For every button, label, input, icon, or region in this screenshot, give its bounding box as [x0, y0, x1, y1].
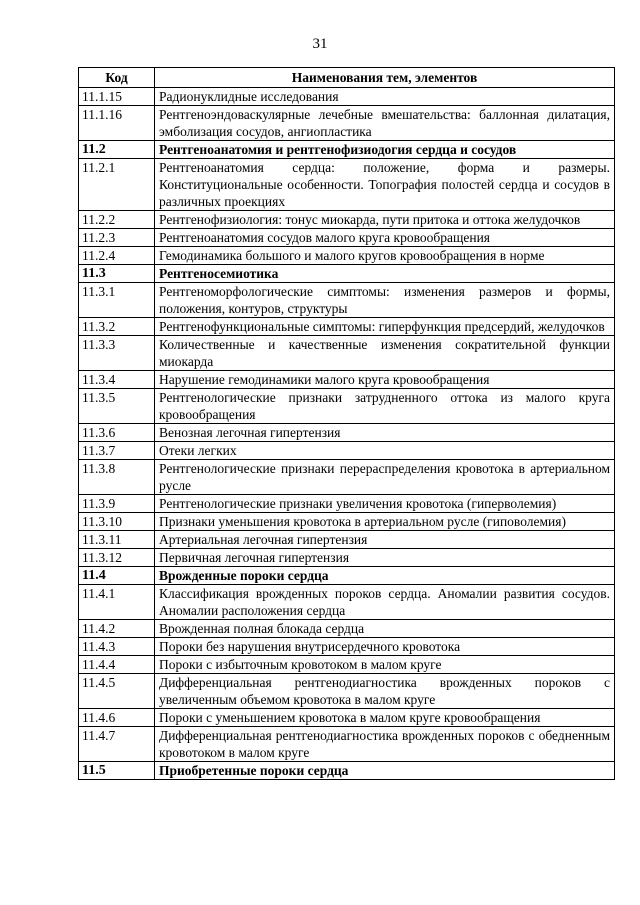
row-code: 11.2.4	[79, 247, 155, 265]
table-row	[79, 674, 615, 709]
row-name: Рентгеноанатомия сосудов малого круга кровообращения	[155, 229, 615, 247]
table-row	[79, 727, 615, 762]
row-name: Приобретенные пороки сердца	[155, 762, 615, 780]
row-name: Радионуклидные исследования	[155, 88, 615, 106]
section-row	[79, 265, 615, 283]
topics-table	[78, 67, 615, 780]
table-row	[79, 211, 615, 229]
row-name: Рентгеноанатомия и рентгенофизиодогия сердца и сосудов	[155, 141, 615, 159]
row-name: Рентгенологические признаки затрудненного оттока из малого круга кровообращения	[155, 389, 615, 424]
row-code: 11.1.15	[79, 88, 155, 106]
row-name: Нарушение гемодинамики малого круга кровообращения	[155, 371, 615, 389]
section-row	[79, 141, 615, 159]
row-name: Дифференциальная рентгенодиагностика врожденных пороков с увеличенным объемом кровотока в малом круге	[155, 674, 615, 709]
table-row	[79, 229, 615, 247]
row-code: 11.3.2	[79, 318, 155, 336]
table-header-row	[79, 68, 615, 88]
section-row	[79, 567, 615, 585]
row-name: Гемодинамика большого и малого кругов кровообращения в норме	[155, 247, 615, 265]
table-row	[79, 531, 615, 549]
row-code: 11.3.12	[79, 549, 155, 567]
row-name: Рентгенофизиология: тонус миокарда, пути притока и оттока желудочков	[155, 211, 615, 229]
row-name: Рентгенологические признаки перераспределения кровотока в артериальном русле	[155, 460, 615, 495]
row-code: 11.4	[79, 567, 155, 585]
row-code: 11.4.6	[79, 709, 155, 727]
row-code: 11.2	[79, 141, 155, 159]
row-name: Рентгеноморфологические симптомы: изменения размеров и формы, положения, контуров, структуры	[155, 283, 615, 318]
row-code: 11.3.11	[79, 531, 155, 549]
row-name: Врожденная полная блокада сердца	[155, 620, 615, 638]
row-code: 11.3.8	[79, 460, 155, 495]
row-name: Первичная легочная гипертензия	[155, 549, 615, 567]
table-row	[79, 620, 615, 638]
row-name: Венозная легочная гипертензия	[155, 424, 615, 442]
row-name: Пороки без нарушения внутрисердечного кровотока	[155, 638, 615, 656]
row-name: Количественные и качественные изменения сократительной функции миокарда	[155, 336, 615, 371]
row-name: Пороки с избыточным кровотоком в малом круге	[155, 656, 615, 674]
row-code: 11.3.7	[79, 442, 155, 460]
row-code: 11.4.1	[79, 585, 155, 620]
table-row	[79, 656, 615, 674]
row-code: 11.3.10	[79, 513, 155, 531]
row-code: 11.2.2	[79, 211, 155, 229]
table-row	[79, 638, 615, 656]
table-row	[79, 495, 615, 513]
row-code: 11.4.3	[79, 638, 155, 656]
table-row	[79, 336, 615, 371]
row-name: Рентгеноанатомия сердца: положение, форма и размеры. Конституциональные особенности. Топография полостей сердца и сосудов в различных проекциях	[155, 159, 615, 211]
row-name: Рентгенологические признаки увеличения кровотока (гиперволемия)	[155, 495, 615, 513]
row-code: 11.3.6	[79, 424, 155, 442]
row-name: Врожденные пороки сердца	[155, 567, 615, 585]
table-row	[79, 585, 615, 620]
row-name: Рентгенофункциональные симптомы: гиперфункция предсердий, желудочков	[155, 318, 615, 336]
table-row	[79, 247, 615, 265]
row-code: 11.4.4	[79, 656, 155, 674]
table-row	[79, 549, 615, 567]
page-number: 31	[312, 36, 328, 52]
section-row	[79, 762, 615, 780]
row-name: Отеки легких	[155, 442, 615, 460]
row-code: 11.3.3	[79, 336, 155, 371]
table-row	[79, 318, 615, 336]
row-code: 11.4.2	[79, 620, 155, 638]
header-name: Наименования тем, элементов	[155, 68, 615, 88]
row-name: Классификация врожденных пороков сердца. Аномалии развития сосудов. Аномалии расположения сердца	[155, 585, 615, 620]
row-code: 11.2.1	[79, 159, 155, 211]
row-name: Рентгеноэндоваскулярные лечебные вмешательства: баллонная дилатация, эмболизация сосудов, ангиопластика	[155, 106, 615, 141]
table-row	[79, 88, 615, 106]
row-code: 11.3.4	[79, 371, 155, 389]
row-code: 11.4.7	[79, 727, 155, 762]
header-code: Код	[79, 68, 155, 88]
table-row	[79, 709, 615, 727]
row-name: Дифференциальная рентгенодиагностика врожденных пороков с обедненным кровотоком в малом круге	[155, 727, 615, 762]
row-code: 11.3	[79, 265, 155, 283]
row-code: 11.2.3	[79, 229, 155, 247]
row-name: Пороки с уменьшением кровотока в малом круге кровообращения	[155, 709, 615, 727]
table-row	[79, 159, 615, 211]
row-code: 11.3.5	[79, 389, 155, 424]
row-name: Признаки уменьшения кровотока в артериальном русле (гиповолемия)	[155, 513, 615, 531]
table-row	[79, 442, 615, 460]
table-row	[79, 283, 615, 318]
row-code: 11.1.16	[79, 106, 155, 141]
row-code: 11.3.1	[79, 283, 155, 318]
row-code: 11.3.9	[79, 495, 155, 513]
table-row	[79, 389, 615, 424]
row-code: 11.5	[79, 762, 155, 780]
table-row	[79, 371, 615, 389]
row-name: Артериальная легочная гипертензия	[155, 531, 615, 549]
row-name: Рентгеносемиотика	[155, 265, 615, 283]
table-row	[79, 460, 615, 495]
row-code: 11.4.5	[79, 674, 155, 709]
table-row	[79, 513, 615, 531]
table-row	[79, 424, 615, 442]
table-row	[79, 106, 615, 141]
